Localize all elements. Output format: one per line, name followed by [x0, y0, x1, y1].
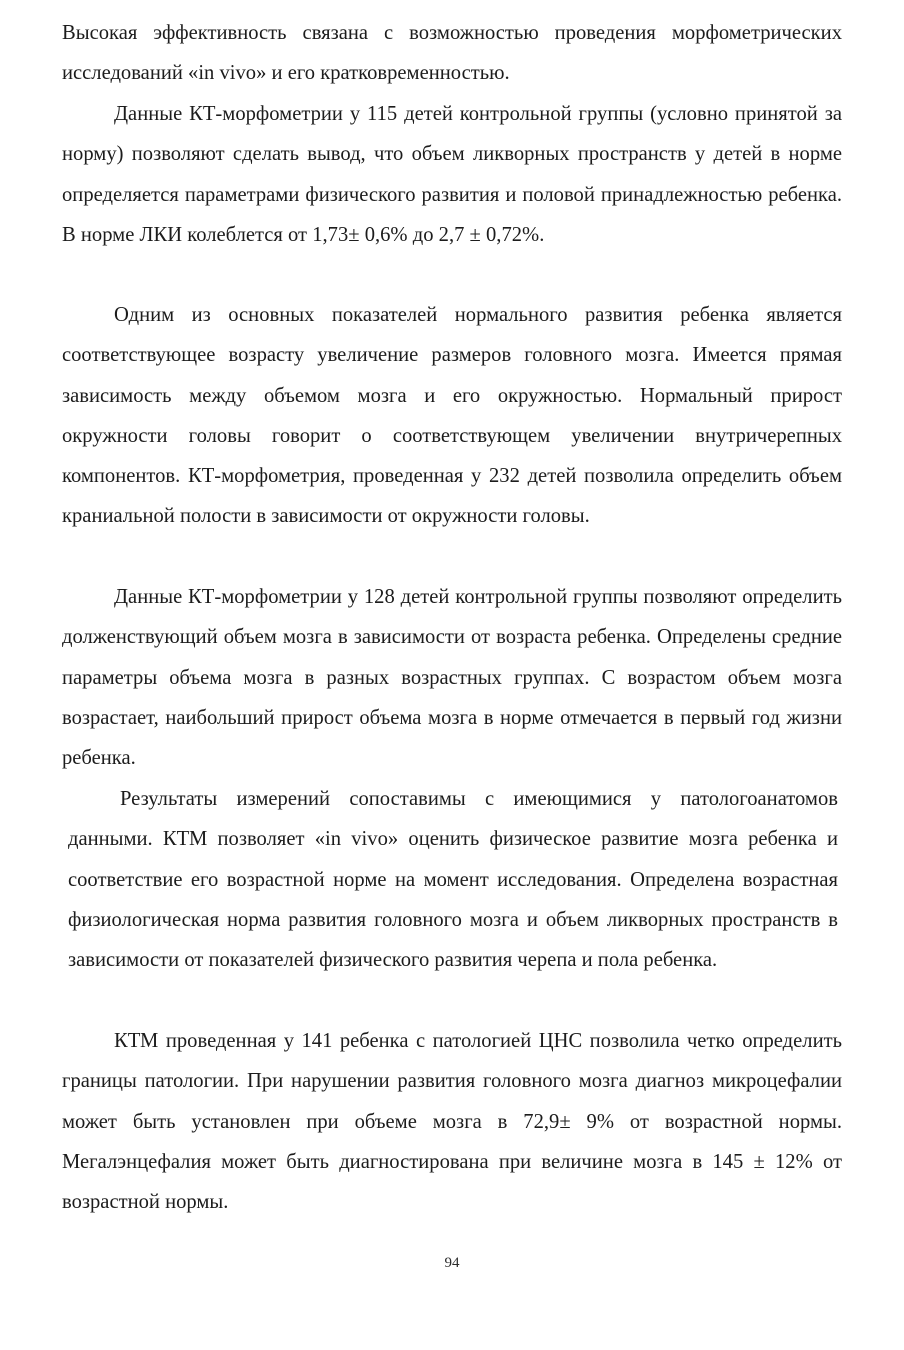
paragraph-6: КТМ проведенная у 141 ребенка с патологией ЦНС позволила четко определить границы патологии. При нарушении развития головного мозга диагноз микроцефалии может быть установлен при объеме мозга в 72,9± 9% от возрастной нормы. Мегалэнцефалия может быть диагностирована при величине мозга в 145 ± 12% от возрастной нормы. — [62, 1030, 842, 1214]
paragraph-2: Данные КТ-морфометрии у 115 детей контрольной группы (условно принятой за норму) позволяют сделать вывод, что объем ликворных пространств у детей в норме определяется параметрами физического развития и половой принадлежностью ребенка. В норме ЛКИ колеблется от 1,73± 0,6% до 2,7 ± 0,72%. — [62, 103, 842, 246]
paragraph-3: Одним из основных показателей нормального развития ребенка является соответствующее возрасту увеличение размеров головного мозга. Имеется прямая зависимость между объемом мозга и его окружностью. Нормальный прирост окружности головы говорит о соответствующем увеличении внутричерепных компонентов. КТ-морфометрия, проведенная у 232 детей позволила определить объем краниальной полости в зависимости от окружности головы. — [62, 304, 842, 528]
page-number: 94 — [444, 1255, 460, 1271]
paragraph-4: Данные КТ-морфометрии у 128 детей контрольной группы позволяют определить долженствующий объем мозга в зависимости от возраста ребенка. Определены средние параметры объема мозга в разных возрастных группах. С возрастом объем мозга возрастает, наибольший прирост объема мозга в норме отмечается в первый год жизни ребенка. — [62, 586, 842, 770]
paragraph-1: Высокая эффективность связана с возможностью проведения морфометрических исследований «in vivo» и его кратковременностью. — [62, 22, 842, 85]
paragraph-5: Результаты измерений сопоставимы с имеющимися у патологоанатомов данными. КТМ позволяет «in vivo» оценить физическое развитие мозга ребенка и соответствие его возрастной норме на момент исследования. Определена возрастная физиологическая норма развития головного мозга и объем ликворных пространств в зависимости от показателей физического развития черепа и пола ребенка. — [68, 788, 838, 972]
